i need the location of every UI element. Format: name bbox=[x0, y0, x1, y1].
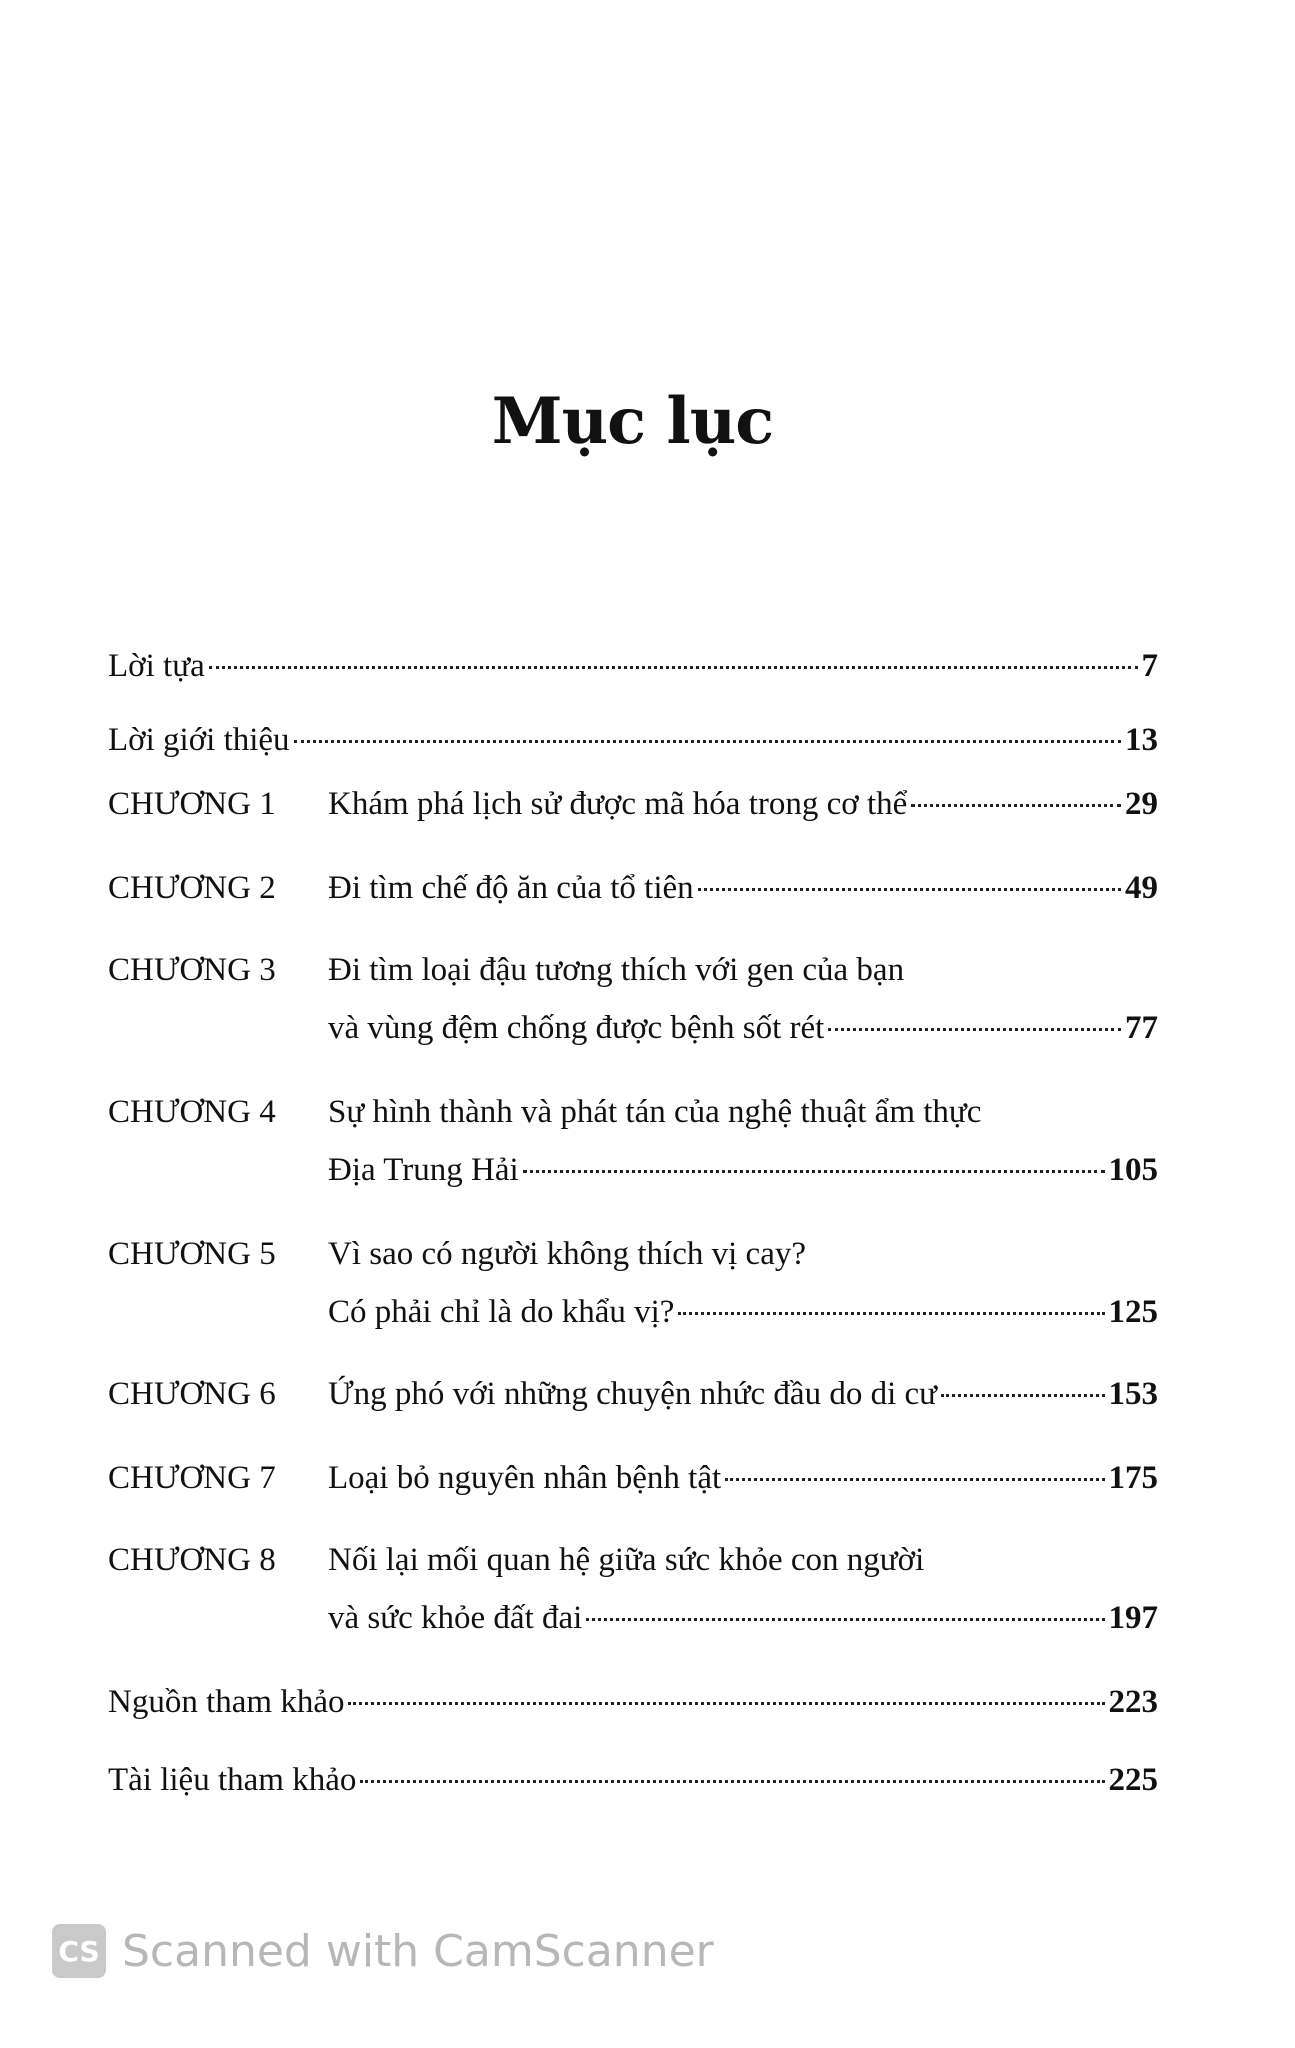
toc-page-number: 223 bbox=[1108, 1684, 1158, 1720]
toc-entry-chapter-1 bbox=[108, 786, 1158, 826]
dot-leader bbox=[911, 804, 1121, 807]
toc-entry-label: Tài liệu tham khảo bbox=[108, 1762, 357, 1798]
chapter-title-line: Sự hình thành và phát tán của nghệ thuật ẩm thực bbox=[328, 1094, 982, 1130]
chapter-label: CHƯƠNG 5 bbox=[108, 1236, 276, 1272]
page-title: Mục lục bbox=[491, 384, 774, 459]
chapter-title: và vùng đệm chống được bệnh sốt rét bbox=[328, 1010, 825, 1046]
toc-page-number: 77 bbox=[1125, 1010, 1158, 1046]
toc-entry-chapter-8 bbox=[108, 1542, 1158, 1640]
toc-entry-chapter-3 bbox=[108, 952, 1158, 1050]
toc-entry-chapter-5 bbox=[108, 1236, 1158, 1334]
toc-entry-label: Lời tựa bbox=[108, 648, 205, 684]
chapter-title: Địa Trung Hải bbox=[328, 1152, 519, 1188]
dot-leader bbox=[698, 888, 1121, 891]
chapter-title: Khám phá lịch sử được mã hóa trong cơ thể bbox=[328, 786, 908, 822]
toc-entry-chapter-2 bbox=[108, 870, 1158, 910]
toc-entry-chapter-4 bbox=[108, 1094, 1158, 1192]
chapter-label: CHƯƠNG 1 bbox=[108, 786, 276, 822]
toc-page-number: 13 bbox=[1125, 722, 1158, 758]
dot-leader bbox=[348, 1702, 1104, 1705]
dot-leader bbox=[209, 666, 1138, 669]
chapter-title: Đi tìm chế độ ăn của tổ tiên bbox=[328, 870, 694, 906]
dot-leader bbox=[678, 1312, 1104, 1315]
toc-page-number: 49 bbox=[1125, 870, 1158, 906]
toc-entry-introduction bbox=[108, 722, 1158, 762]
toc-page-number: 105 bbox=[1108, 1152, 1158, 1188]
toc-entry-preface bbox=[108, 648, 1158, 688]
toc-entry-sources bbox=[108, 1684, 1158, 1724]
chapter-title: Ứng phó với những chuyện nhức đầu do di cư bbox=[328, 1376, 938, 1412]
dot-leader bbox=[725, 1478, 1104, 1481]
toc-entry-references bbox=[108, 1762, 1158, 1802]
dot-leader bbox=[828, 1028, 1121, 1031]
chapter-title: Có phải chỉ là do khẩu vị? bbox=[328, 1294, 675, 1330]
watermark-text: Scanned with CamScanner bbox=[122, 1925, 714, 1977]
chapter-title: Loại bỏ nguyên nhân bệnh tật bbox=[328, 1460, 722, 1496]
chapter-title: và sức khỏe đất đai bbox=[328, 1600, 583, 1636]
toc-entry-chapter-6 bbox=[108, 1376, 1158, 1416]
chapter-label: CHƯƠNG 6 bbox=[108, 1376, 276, 1412]
chapter-label: CHƯƠNG 3 bbox=[108, 952, 276, 988]
dot-leader bbox=[360, 1780, 1104, 1783]
toc-page-number: 29 bbox=[1125, 786, 1158, 822]
toc-page-number: 225 bbox=[1108, 1762, 1158, 1798]
chapter-title-line: Đi tìm loại đậu tương thích với gen của bạn bbox=[328, 952, 905, 988]
camscanner-watermark bbox=[52, 1924, 714, 1978]
dot-leader bbox=[294, 740, 1121, 743]
toc-page-number: 153 bbox=[1108, 1376, 1158, 1412]
dot-leader bbox=[523, 1170, 1105, 1173]
toc-entry-label: Nguồn tham khảo bbox=[108, 1684, 345, 1720]
chapter-label: CHƯƠNG 4 bbox=[108, 1094, 276, 1130]
chapter-label: CHƯƠNG 2 bbox=[108, 870, 276, 906]
toc-page-number: 175 bbox=[1108, 1460, 1158, 1496]
dot-leader bbox=[586, 1618, 1104, 1621]
chapter-title-line: Nối lại mối quan hệ giữa sức khỏe con người bbox=[328, 1542, 925, 1578]
toc-page-number: 197 bbox=[1108, 1600, 1158, 1636]
toc-page-number: 125 bbox=[1108, 1294, 1158, 1330]
toc-page-number: 7 bbox=[1141, 648, 1158, 684]
toc-entry-label: Lời giới thiệu bbox=[108, 722, 290, 758]
chapter-label: CHƯƠNG 7 bbox=[108, 1460, 276, 1496]
dot-leader bbox=[941, 1394, 1104, 1397]
toc-entry-chapter-7 bbox=[108, 1460, 1158, 1500]
chapter-title-line: Vì sao có người không thích vị cay? bbox=[328, 1236, 806, 1272]
camscanner-logo-icon: CS bbox=[52, 1924, 106, 1978]
table-of-contents bbox=[108, 648, 1158, 1802]
chapter-label: CHƯƠNG 8 bbox=[108, 1542, 276, 1578]
